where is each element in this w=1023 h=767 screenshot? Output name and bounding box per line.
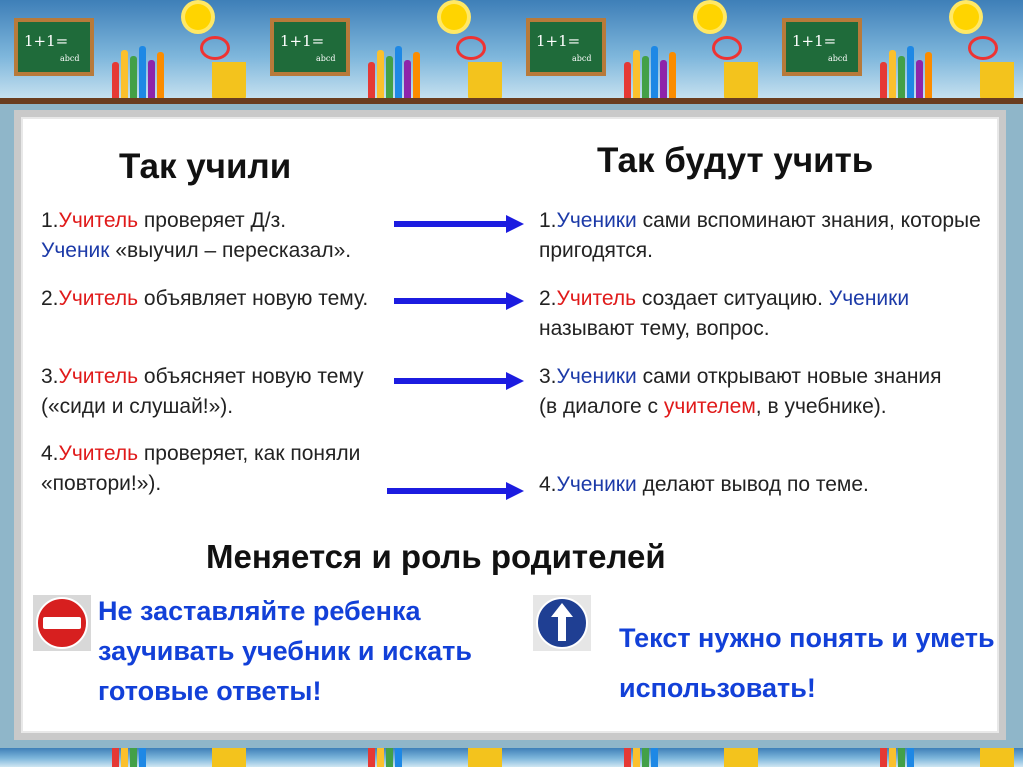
item-number: 2. [539, 287, 557, 310]
old-way-item-4 [41, 439, 361, 499]
parents-do-text: Текст нужно понять и уметь использовать! [619, 623, 995, 703]
decorative-banner-bottom [0, 748, 1023, 767]
item-text: проверяет Д/з. [138, 209, 287, 232]
item-text: сами вспоминают знания, которые пригодятся. [539, 209, 981, 262]
sun-icon [953, 4, 979, 30]
board-text: 1+1= [536, 32, 581, 50]
right-column-title: Так будут учить [597, 141, 874, 180]
item-text: «выучил – пересказал». [109, 239, 352, 262]
banner-tile [256, 0, 512, 104]
item-number: 4. [539, 473, 557, 496]
new-way-item-1 [539, 206, 989, 266]
board-text-small: abcd [828, 54, 848, 63]
board-text: 1+1= [280, 32, 325, 50]
actor-student: Ученик [41, 239, 110, 262]
pencil-cup-icon [212, 748, 246, 767]
actor-teacher: Учитель [58, 365, 139, 388]
straight-ahead-arrow-icon [533, 595, 591, 651]
actor-students: Ученики [556, 365, 637, 388]
item-text: создает ситуацию. [636, 287, 829, 310]
shelf [512, 98, 768, 104]
item-text: сами открывают новые знания (в диалоге с [539, 365, 942, 418]
item-number: 3. [539, 365, 557, 388]
banner-tile [0, 748, 256, 767]
sun-icon [697, 4, 723, 30]
pencil-cup-icon [212, 62, 246, 102]
scissors-icon [968, 36, 998, 60]
actor-teacher: Учитель [58, 442, 139, 465]
pencils-icon [112, 44, 174, 102]
board-text-small: abcd [572, 54, 592, 63]
shelf [256, 98, 512, 104]
chalkboard-icon [14, 18, 94, 76]
banner-tile [512, 748, 768, 767]
actor-students: Ученики [556, 473, 637, 496]
banner-tile [768, 0, 1023, 104]
old-way-item-1 [41, 206, 421, 266]
banner-tile [0, 0, 256, 104]
arrow-right-icon [394, 374, 524, 388]
parents-dont-text: Не заставляйте ребенка заучивать учебник и искать готовые ответы! [98, 596, 472, 706]
no-entry-icon [33, 595, 91, 651]
item-number: 2. [41, 287, 59, 310]
chalkboard-icon [526, 18, 606, 76]
pencils-icon [880, 748, 942, 767]
old-way-item-2 [41, 284, 381, 314]
new-way-item-4 [539, 470, 989, 500]
new-way-item-3 [539, 362, 959, 422]
pencil-cup-icon [468, 62, 502, 102]
item-text: называют тему, вопрос. [539, 317, 770, 340]
item-text: , в учебнике). [755, 395, 887, 418]
board-text: 1+1= [792, 32, 837, 50]
actor-teacher: учителем [663, 395, 756, 418]
pencils-icon [368, 748, 430, 767]
shelf [0, 98, 256, 104]
arrow-right-icon [387, 484, 524, 498]
slide-card [14, 110, 1006, 740]
pencil-cup-icon [724, 62, 758, 102]
old-way-item-3 [41, 362, 386, 422]
board-text: 1+1= [24, 32, 69, 50]
chalkboard-icon [270, 18, 350, 76]
decorative-banner-top [0, 0, 1023, 104]
left-column-title: Так учили [119, 147, 292, 186]
item-number: 3. [41, 365, 59, 388]
arrow-right-icon [394, 217, 524, 231]
actor-students: Ученики [556, 209, 637, 232]
pencils-icon [368, 44, 430, 102]
shelf [768, 98, 1023, 104]
item-text: объявляет новую тему. [138, 287, 369, 310]
pencil-cup-icon [980, 748, 1014, 767]
pencils-icon [624, 44, 686, 102]
actor-teacher: Учитель [58, 209, 139, 232]
item-text: проверяет, как поняли «повтори!»). [41, 442, 361, 495]
item-number: 4. [41, 442, 59, 465]
item-text: делают вывод по теме. [636, 473, 869, 496]
board-text-small: abcd [316, 54, 336, 63]
item-number: 1. [41, 209, 59, 232]
sun-icon [185, 4, 211, 30]
actor-teacher: Учитель [58, 287, 139, 310]
pencil-cup-icon [980, 62, 1014, 102]
scissors-icon [712, 36, 742, 60]
parents-role-title: Меняется и роль родителей [206, 538, 666, 575]
pencils-icon [112, 748, 174, 767]
board-text-small: abcd [60, 54, 80, 63]
banner-tile [768, 748, 1023, 767]
banner-tile [256, 748, 512, 767]
pencil-cup-icon [724, 748, 758, 767]
pencils-icon [880, 44, 942, 102]
scissors-icon [200, 36, 230, 60]
new-way-item-2 [539, 284, 999, 344]
item-text: объясняет новую тему («сиди и слушай!»). [41, 365, 364, 418]
pencils-icon [624, 748, 686, 767]
scissors-icon [456, 36, 486, 60]
item-number: 1. [539, 209, 557, 232]
actor-teacher: Учитель [556, 287, 637, 310]
arrow-right-icon [394, 294, 524, 308]
pencil-cup-icon [468, 748, 502, 767]
actor-students: Ученики [828, 287, 910, 310]
sun-icon [441, 4, 467, 30]
chalkboard-icon [782, 18, 862, 76]
banner-tile [512, 0, 768, 104]
